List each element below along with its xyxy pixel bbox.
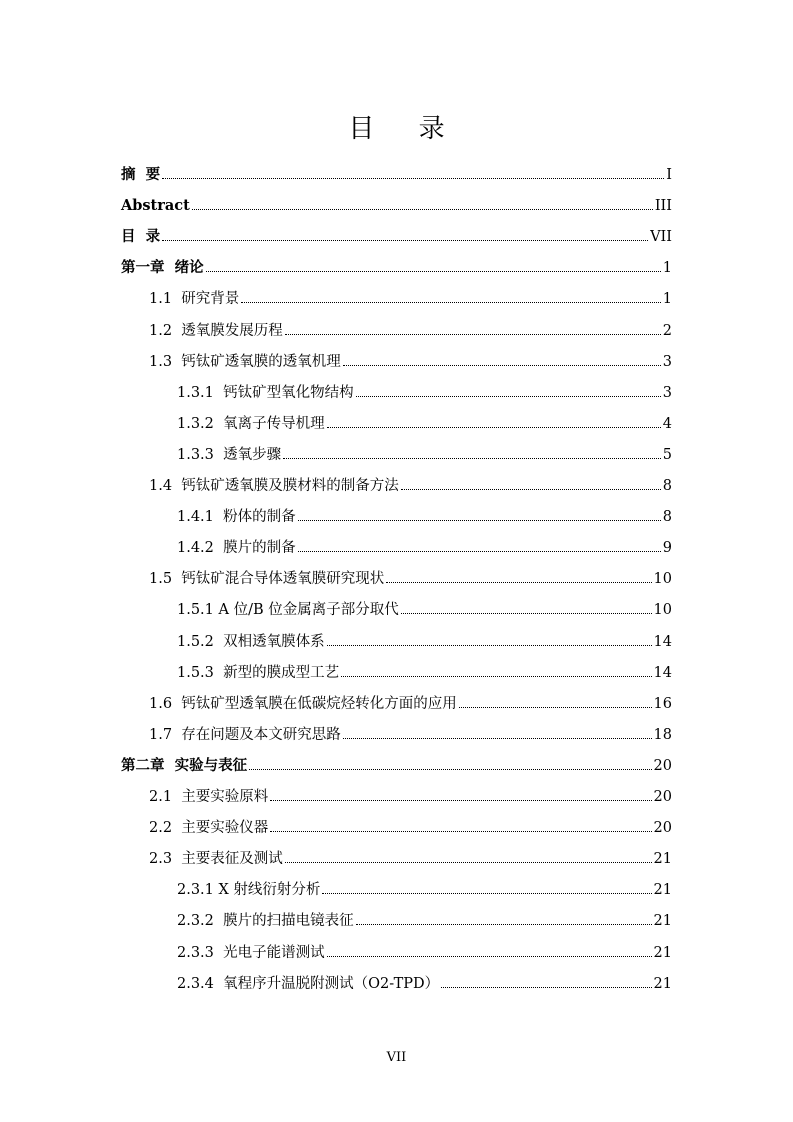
toc-entry[interactable]: [121, 258, 672, 278]
toc-entry-page: 20: [653, 789, 672, 805]
toc-entry-page: 8: [662, 509, 672, 525]
toc-leader-dots: [356, 924, 652, 925]
toc-entry-page: 3: [662, 354, 672, 370]
toc-entry[interactable]: [121, 227, 672, 247]
toc-entry[interactable]: [177, 538, 672, 558]
toc-entry[interactable]: [149, 569, 672, 589]
toc-entry[interactable]: [149, 725, 672, 745]
toc-entry-label: 摘 要: [121, 166, 161, 183]
toc-leader-dots: [162, 240, 648, 241]
toc-entry-page: III: [654, 198, 672, 214]
toc-entry-page: 20: [653, 820, 672, 836]
toc-entry-label: 1.3.3 透氧步骤: [177, 447, 282, 463]
toc-entry-label: 2.1 主要实验原料: [149, 789, 269, 805]
page-title: 目 录: [348, 114, 463, 144]
toc-entry[interactable]: [177, 632, 672, 652]
toc-entry-label: 1.4.1 粉体的制备: [177, 509, 296, 525]
toc-entry-page: 2: [662, 323, 672, 339]
toc-entry-page: 5: [662, 447, 672, 463]
toc-entry[interactable]: [149, 849, 672, 869]
toc-leader-dots: [241, 302, 660, 303]
toc-entry-page: 14: [653, 634, 672, 650]
toc-entry-page: 21: [653, 851, 672, 867]
toc-entry-label: 1.4 钙钛矿透氧膜及膜材料的制备方法: [149, 478, 399, 494]
toc-entry[interactable]: [177, 663, 672, 683]
toc-entry-page: 4: [662, 416, 672, 432]
toc-entry[interactable]: [149, 321, 672, 341]
toc-entry-page: 1: [662, 291, 672, 307]
toc-entry-page: VII: [650, 229, 672, 245]
toc-leader-dots: [327, 956, 652, 957]
toc-entry[interactable]: [177, 383, 672, 403]
toc-leader-dots: [249, 769, 651, 770]
toc-entry-page: 14: [653, 665, 672, 681]
toc-entry-page: 21: [653, 913, 672, 929]
toc-entry-label: 第二章 实验与表征: [121, 757, 248, 774]
toc-leader-dots: [192, 209, 653, 210]
toc-entry[interactable]: [149, 352, 672, 372]
toc-entry-page: 10: [653, 602, 672, 618]
toc-entry-label: 1.4.2 膜片的制备: [177, 540, 296, 556]
toc-leader-dots: [401, 489, 661, 490]
toc-leader-dots: [298, 520, 661, 521]
toc-entry[interactable]: [149, 787, 672, 807]
toc-entry-page: 8: [662, 478, 672, 494]
toc-entry[interactable]: [121, 196, 672, 216]
toc-entry-label: 2.3 主要表征及测试: [149, 851, 283, 867]
toc-leader-dots: [298, 551, 661, 552]
toc-entry-label: 2.2 主要实验仪器: [149, 820, 269, 836]
toc-entry-label: 2.3.1 X 射线衍射分析: [177, 882, 321, 898]
toc-entry[interactable]: [177, 445, 672, 465]
toc-entry[interactable]: [149, 818, 672, 838]
toc-entry[interactable]: [177, 974, 672, 994]
toc-leader-dots: [270, 800, 651, 801]
toc-entry[interactable]: [177, 911, 672, 931]
toc-entry-page: 20: [653, 758, 672, 774]
toc-entry-label: 1.3.2 氧离子传导机理: [177, 416, 325, 432]
toc-entry[interactable]: [177, 880, 672, 900]
toc-entry-page: 10: [653, 571, 672, 587]
toc-entry-page: 21: [653, 976, 672, 992]
toc-leader-dots: [270, 831, 651, 832]
toc-entry-label: 1.5.2 双相透氧膜体系: [177, 634, 325, 650]
toc-entry-page: 9: [662, 540, 672, 556]
toc-entry[interactable]: [121, 756, 672, 776]
toc-entry-label: 2.3.2 膜片的扫描电镜表征: [177, 913, 354, 929]
toc-leader-dots: [327, 427, 661, 428]
toc-leader-dots: [459, 707, 652, 708]
toc-entry[interactable]: [149, 476, 672, 496]
toc-entry-label: 1.3 钙钛矿透氧膜的透氧机理: [149, 354, 341, 370]
toc-entry-label: 1.6 钙钛矿型透氧膜在低碳烷烃转化方面的应用: [149, 696, 457, 712]
toc-entry-page: 3: [662, 385, 672, 401]
toc-entry-label: 1.7 存在问题及本文研究思路: [149, 727, 341, 743]
toc-entry-page: I: [666, 167, 672, 183]
toc-entry-page: 16: [653, 696, 672, 712]
toc-entry-page: 1: [662, 260, 672, 276]
toc-entry[interactable]: [149, 694, 672, 714]
toc-leader-dots: [341, 676, 651, 677]
toc-entry-page: 18: [653, 727, 672, 743]
toc-entry-label: Abstract: [121, 197, 190, 214]
toc-leader-dots: [206, 271, 661, 272]
toc-leader-dots: [322, 893, 651, 894]
toc-entry-label: 1.1 研究背景: [149, 291, 240, 307]
toc-entry-label: 1.2 透氧膜发展历程: [149, 323, 283, 339]
toc-leader-dots: [386, 582, 651, 583]
toc-entry-label: 1.5.3 新型的膜成型工艺: [177, 665, 340, 681]
toc-entry[interactable]: [177, 414, 672, 434]
toc-entry-label: 第一章 绪论: [121, 259, 204, 276]
toc-entry-label: 2.3.3 光电子能谱测试: [177, 945, 325, 961]
toc-entry[interactable]: [177, 507, 672, 527]
toc-leader-dots: [327, 645, 652, 646]
toc-entry[interactable]: [177, 943, 672, 963]
toc-entry-label: 目 录: [121, 228, 161, 245]
toc-leader-dots: [285, 862, 652, 863]
toc-entry[interactable]: [177, 600, 672, 620]
toc-entry-label: 1.5 钙钛矿混合导体透氧膜研究现状: [149, 571, 385, 587]
toc-leader-dots: [283, 458, 661, 459]
page-number-footer: VII: [386, 1050, 407, 1065]
toc-entry-label: 2.3.4 氧程序升温脱附测试（O2-TPD）: [177, 976, 440, 992]
toc-entry-label: 1.3.1 钙钛矿型氧化物结构: [177, 385, 354, 401]
toc-leader-dots: [356, 396, 661, 397]
toc-entry[interactable]: [121, 165, 672, 185]
toc-leader-dots: [401, 613, 652, 614]
toc-entry-page: 21: [653, 945, 672, 961]
toc-entry[interactable]: [149, 289, 672, 309]
toc-leader-dots: [441, 987, 651, 988]
toc-leader-dots: [343, 365, 661, 366]
toc-leader-dots: [285, 334, 661, 335]
toc-entry-label: 1.5.1 A 位/B 位金属离子部分取代: [177, 602, 399, 618]
toc-leader-dots: [343, 738, 652, 739]
toc-entry-page: 21: [653, 882, 672, 898]
toc-leader-dots: [162, 178, 664, 179]
